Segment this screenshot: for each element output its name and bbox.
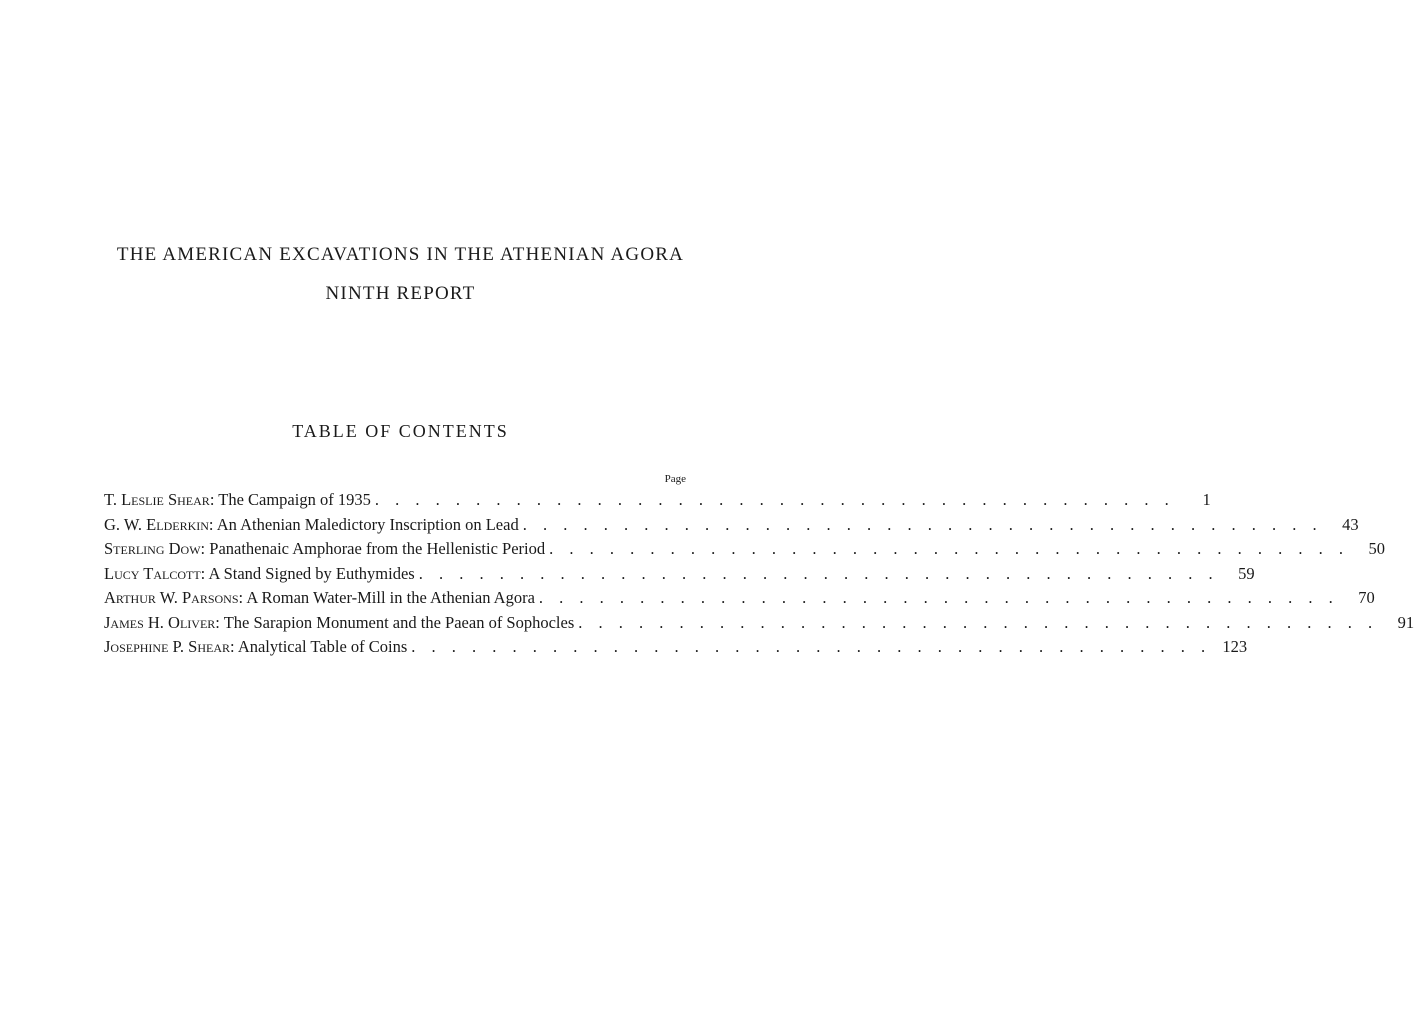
toc-entry-text: [104, 490, 371, 510]
toc-separator: :: [238, 588, 247, 607]
toc-page-number: 50: [1368, 539, 1385, 558]
toc-entry: [104, 490, 1211, 515]
toc-title: An Athenian Maledictory Inscription on Lead: [216, 514, 519, 534]
toc-separator: :: [208, 514, 217, 534]
toc-author: James H. Oliver: [104, 612, 216, 632]
toc-separator: :: [200, 539, 210, 558]
toc-page-number: 91: [1397, 612, 1414, 632]
toc-author: Arthur W. Parsons: [104, 588, 239, 607]
toc-author: T. Leslie Shear: [104, 490, 210, 509]
toc-entry-text: [104, 613, 574, 633]
toc-title: The Sarapion Monument and the Paean of Sophocles: [223, 612, 575, 632]
toc-title: Panathenaic Amphorae from the Hellenistic Period: [209, 539, 546, 558]
toc-entry: [104, 612, 1414, 638]
toc-entry: [104, 637, 1248, 662]
toc-entry-text: [104, 539, 545, 559]
toc-separator: :: [230, 637, 238, 656]
toc-entry: [104, 588, 1375, 613]
toc-leader-dots: . . . . . . . . . . . . . . . . . . . . . . . . . . . . . . . . . . . . . . . .: [578, 612, 1379, 632]
toc-page-number: 43: [1342, 514, 1359, 534]
toc-title: The Campaign of 1935: [218, 490, 371, 509]
toc-title: Analytical Table of Coins: [237, 637, 408, 656]
toc-separator: :: [209, 490, 219, 509]
toc-heading: TABLE OF CONTENTS: [292, 421, 509, 441]
page-column-label: Page: [664, 473, 686, 485]
toc-title: A Roman Water-Mill in the Athenian Agora: [246, 588, 535, 607]
toc-entry-text: [104, 564, 415, 584]
table-of-contents: [104, 490, 1414, 662]
toc-entry: [104, 539, 1385, 564]
toc-entry: [104, 514, 1359, 540]
toc-page-number: 1: [1202, 490, 1211, 509]
toc-author: Josephine P. Shear: [104, 637, 230, 656]
toc-author: Lucy Talcott: [104, 563, 201, 583]
toc-leader-dots: . . . . . . . . . . . . . . . . . . . . . . . . . . . . . . . . . . . . . . . .: [418, 563, 1219, 583]
toc-entry: [104, 563, 1255, 589]
toc-separator: :: [215, 612, 224, 632]
toc-entry-text: [104, 515, 519, 535]
toc-leader-dots: . . . . . . . . . . . . . . . . . . . . . . . . . . . . . . . . . . . . . . . .: [374, 490, 1175, 509]
toc-page-number: 123: [1222, 637, 1248, 656]
toc-leader-dots: . . . . . . . . . . . . . . . . . . . . . . . . . . . . . . . . . . . . . . . .: [538, 588, 1339, 607]
document-title: THE AMERICAN EXCAVATIONS IN THE ATHENIAN AGORA: [116, 244, 685, 265]
toc-page-number: 59: [1238, 563, 1255, 583]
toc-leader-dots: . . . . . . . . . . . . . . . . . . . . . . . . . . . . . . . . . . . . . . . .: [522, 514, 1323, 534]
toc-title: A Stand Signed by Euthymides: [208, 563, 415, 583]
toc-page-number: 70: [1358, 588, 1375, 607]
toc-author: Sterling Dow: [104, 539, 201, 558]
toc-entry-text: [104, 637, 407, 657]
toc-leader-dots: . . . . . . . . . . . . . . . . . . . . . . . . . . . . . . . . . . . . . . . .: [411, 637, 1212, 656]
toc-separator: :: [200, 563, 209, 583]
toc-entry-text: [104, 588, 535, 608]
toc-leader-dots: . . . . . . . . . . . . . . . . . . . . . . . . . . . . . . . . . . . . . . . .: [549, 539, 1349, 558]
report-subtitle: NINTH REPORT: [325, 283, 476, 304]
toc-author: G. W. Elderkin: [104, 514, 209, 534]
